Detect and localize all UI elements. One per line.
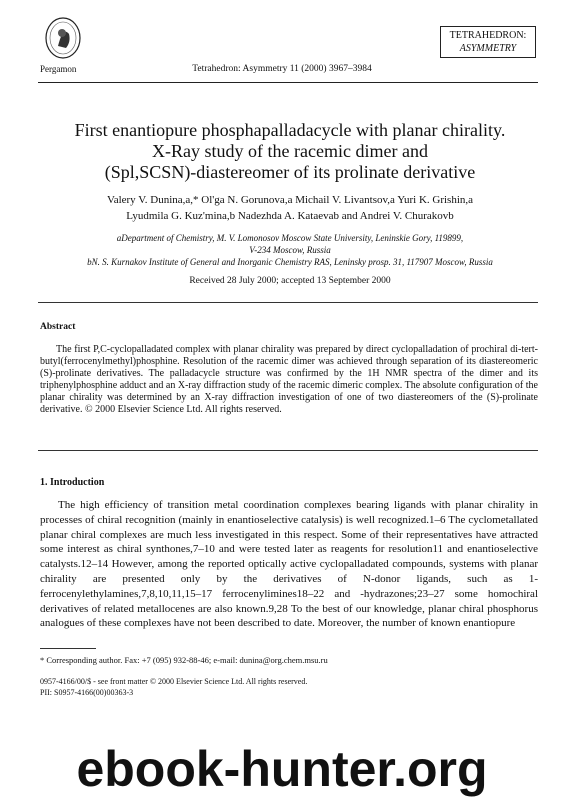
section-heading-introduction: 1. Introduction <box>40 477 105 488</box>
affiliation-a-line-1: aDepartment of Chemistry, M. V. Lomonosov Moscow State University, Leninskie Gory, 119899, <box>116 233 464 243</box>
journal-citation: Tetrahedron: Asymmetry 11 (2000) 3967–3984 <box>192 64 372 74</box>
authors-line-1: Valery V. Dunina,a,* Ol'ga N. Gorunova,a Michail V. Livantsov,a Yuri K. Grishin,a <box>106 194 474 206</box>
pii-line: PII: S0957-4166(00)00363-3 <box>40 688 134 697</box>
abstract-top-rule <box>38 302 538 303</box>
affiliation-b: bN. S. Kurnakov Institute of General and Inorganic Chemistry RAS, Leninsky prosp. 31, 117907 Moscow, Russia <box>87 257 493 267</box>
affiliations <box>40 232 540 268</box>
journal-box-line2: ASYMMETRY <box>459 43 517 54</box>
publisher-name: Pergamon <box>40 64 77 74</box>
abstract-bottom-rule <box>38 450 538 451</box>
journal-box-line1: TETRAHEDRON: <box>449 30 527 41</box>
abstract-heading: Abstract <box>40 322 76 332</box>
abstract-text: The first P,C-cyclopalladated complex with planar chirality was prepared by direct cyclopalladation of prochiral di-tert-butyl(ferrocenylmethyl)phosphine. Resolution of the racemic dimer was achieved through separation of its diastereomeric (S)-prolinate derivatives. The palladacycle structure was confirmed by the 1H NMR spectra of the dimer and its triphenylphosphine adduct and an X-ray diffraction study of the racemic dimeric complex. The absolute configuration of the planar chirality was determined by an X-ray diffraction investigation of one of two diastereomers of the (S)-prolinate derivative. © 2000 Elsevier Science Ltd. All rights reserved. <box>40 344 538 415</box>
copyright-line: 0957-4166/00/$ - see front matter © 2000 Elsevier Science Ltd. All rights reserved. <box>40 677 308 686</box>
corresponding-author-footnote: * Corresponding author. Fax: +7 (095) 932-88-46; e-mail: dunina@org.chem.msu.ru <box>40 655 328 665</box>
watermark-text: ebook-hunter.org <box>76 741 488 797</box>
footnote-rule <box>40 648 96 649</box>
authors-line-2: Lyudmila G. Kuz'mina,b Nadezhda A. Kataevab and Andrei V. Churakovb <box>126 210 454 222</box>
header-rule <box>38 82 538 83</box>
title-line-1: First enantiopure phosphapalladacycle with planar chirality. <box>74 120 506 140</box>
title-line-3: (Spl,SCSN)-diastereomer of its prolinate derivative <box>104 162 476 182</box>
affiliation-a-line-2: V-234 Moscow, Russia <box>249 245 331 255</box>
article-title <box>40 120 540 183</box>
authors <box>40 192 540 224</box>
received-dates: Received 28 July 2000; accepted 13 September 2000 <box>189 276 391 286</box>
introduction-text: The high efficiency of transition metal coordination complexes bearing ligands with planar chirality in processes of chiral recognition (mainly in enantioselective catalysis) is well recognized.1–6 The cyclometallated planar chiral complexes are much less investigated in this respect. Some of their representatives have attracted some interest as chiral synthones,7–10 and were tested later as reagents for resolution11 and enantioselective catalysts.12–14 However, among the reported optically active cyclopalladated compounds, systems with planar chirality are presented only by the derivatives of N-donor ligands, such as 1-ferrocenylethylamines,7,8,10,11,15–17 ferrocenylimines18–22 and -hydrazones;23–27 some homochiral derivatives of related metallocenes are also known.9,28 To the best of our knowledge, planar chiral phosphorus analogues of these complexes have not been described to date. Moreover, the number of known enantiopure <box>40 499 538 630</box>
elsevier-logo-icon <box>44 16 82 60</box>
journal-box <box>440 26 536 58</box>
legal-info <box>40 676 307 698</box>
title-line-2: X-Ray study of the racemic dimer and <box>152 141 428 161</box>
